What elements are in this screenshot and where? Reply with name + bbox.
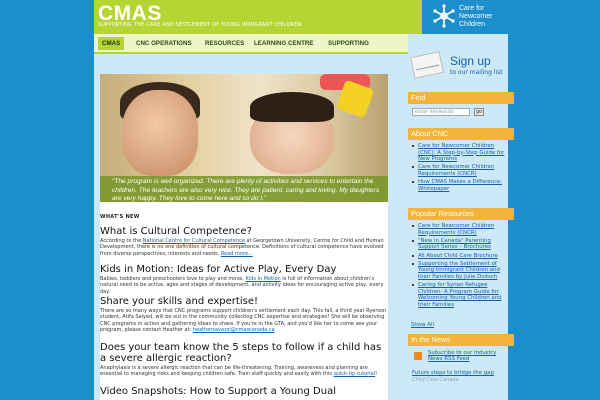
- post-link[interactable]: National Centre for Cultural Competence: [142, 238, 245, 244]
- signup-subtitle[interactable]: to our mailing list: [450, 69, 503, 76]
- partner-logo[interactable]: [422, 0, 508, 34]
- rss-icon[interactable]: [414, 352, 422, 360]
- site-tagline: SUPPORTING THE CARE AND SETTLEMENT OF YOUNG IMMIGRANT CHILDREN: [98, 22, 302, 28]
- hero-banner[interactable]: [100, 74, 388, 202]
- find-box: [408, 92, 508, 126]
- post-link[interactable]: quick-tip-tutorial: [333, 371, 376, 378]
- about-heading: About CNC: [408, 128, 514, 140]
- post-title[interactable]: Does your team know the 5 steps to follow if a child has a severe allergic reaction?: [100, 342, 382, 364]
- news-post: [100, 342, 388, 378]
- partner-name: Care for Newcomer Children: [459, 5, 493, 28]
- news-post: [100, 226, 388, 257]
- main-column: [94, 54, 408, 400]
- mailing-list-signup[interactable]: [408, 50, 508, 86]
- post-title[interactable]: What is Cultural Competence?: [100, 226, 252, 237]
- site-header: [94, 0, 508, 34]
- news-post: [100, 386, 388, 397]
- resource-link[interactable]: All About Child Care Brochure: [418, 253, 506, 260]
- popular-resources-box: [408, 208, 508, 330]
- post-excerpt: Anaphylaxis is a severe allergic reaction that can be life-threatening. Training, awareness and planning are essential to managing risks and keeping children safe. Train staff quickly and easily with this quick-tip-tutorial!: [100, 365, 378, 378]
- search-go-button[interactable]: go: [475, 109, 483, 115]
- resource-link[interactable]: Supporting the Settlement of Young Immigrant Children and their Families by Julie Doitsch: [418, 261, 506, 281]
- popular-list: [408, 220, 508, 309]
- testimonial-quote: "The program is well organized. There are plenty of activities and services to entertain the children. The teachers are also very nice. They are patient, caring and loving. My daughters are very happy. They love to come here and so do I.": [112, 178, 380, 202]
- post-excerpt: Babies, toddlers and preschoolers love to play and move. Kids in Motion is full of information about children's natural need to be active, ages and stages of development, and activity ideas for encouraging active play, every day.: [100, 276, 384, 295]
- resource-link[interactable]: Care for Newcomer Children Requirements (CNCR): [418, 223, 506, 236]
- envelope-icon: [410, 51, 444, 79]
- post-title[interactable]: Kids in Motion: Ideas for Active Play, Every Day: [100, 264, 337, 275]
- snowflake-people-icon: [432, 4, 456, 28]
- post-excerpt: There are so many ways that CNC programs support children's settlement each day. This fall, a third year Ryerson student, Atifa Saiyed, will be out in the community collecting CNC expertise and strategies! She will be observing CNC programs in action and gathering ideas to share. If you're in the GTA, and you'd like her to come see your program, please contact Heather at: heathersavazzi@cmascanada.ca: [100, 308, 387, 333]
- news-link[interactable]: Future steps to bridge the gap: [412, 370, 494, 376]
- post-link[interactable]: Kids in Motion: [245, 276, 281, 282]
- nav-item-cnc-operations[interactable]: CNC OPERATIONS: [136, 40, 192, 47]
- nav-item-supporting-refugees[interactable]: SUPPORTING: [328, 40, 369, 47]
- post-title[interactable]: Share your skills and expertise!: [100, 296, 258, 307]
- testimonial-banner: [100, 176, 388, 202]
- about-box: [408, 128, 508, 200]
- about-link[interactable]: How CMAS Makes a Difference: Whitepaper: [418, 179, 506, 192]
- resource-link[interactable]: Caring for Syrian Refugee Children: A Program Guide for Welcoming Young Children and their Families: [418, 282, 506, 308]
- find-heading: Find: [408, 92, 514, 104]
- section-heading: WHAT'S NEW: [100, 214, 140, 220]
- nav-item-cmas[interactable]: CMAS: [98, 37, 124, 50]
- child-photo: [250, 92, 334, 122]
- resource-link[interactable]: "New in Canada" Parenting Support Series – Brochures: [418, 238, 506, 251]
- sidebar: [408, 34, 508, 400]
- nav-item-resources[interactable]: RESOURCES: [205, 40, 245, 47]
- email-link[interactable]: heathersavazzi@cmascanada.ca: [192, 326, 275, 333]
- main-nav: [94, 34, 408, 52]
- news-box: [408, 334, 508, 400]
- news-post: [100, 264, 388, 295]
- show-all-link[interactable]: Show All: [411, 322, 434, 328]
- post-title[interactable]: Video Snapshots: How to Support a Young Dual: [100, 386, 336, 397]
- about-link[interactable]: Care for Newcomer Children Requirements (CNCR): [418, 164, 506, 177]
- news-post: [100, 296, 388, 333]
- about-list: [408, 140, 508, 192]
- popular-heading: Popular Resources: [408, 208, 514, 220]
- content-area: [100, 74, 388, 400]
- search-input[interactable]: enter keywords: [412, 108, 470, 116]
- news-heading: In the News: [408, 334, 514, 346]
- news-source: Child Care Canada: [412, 377, 459, 383]
- child-photo: [122, 90, 198, 176]
- signup-title[interactable]: Sign up: [450, 54, 491, 68]
- site-logo[interactable]: CMAS: [98, 2, 162, 25]
- read-more-link[interactable]: Read more...: [220, 250, 253, 257]
- nav-item-learning-centre[interactable]: LEARNING CENTRE: [254, 40, 314, 47]
- rss-subscribe-link[interactable]: Subscribe to our Industry News RSS Feed: [428, 350, 497, 363]
- post-excerpt: According to the National Centre for Cultural Competence at Georgetown University, Centre for Child and Human Development, there is no one definition of cultural competence. Definitions of cultural competence have evolved from diverse perspectives, interests and needs. Read more...: [100, 238, 384, 257]
- about-link[interactable]: Care for Newcomer Children (CNC): A Step-by-Step Guide for New Programs: [418, 143, 505, 163]
